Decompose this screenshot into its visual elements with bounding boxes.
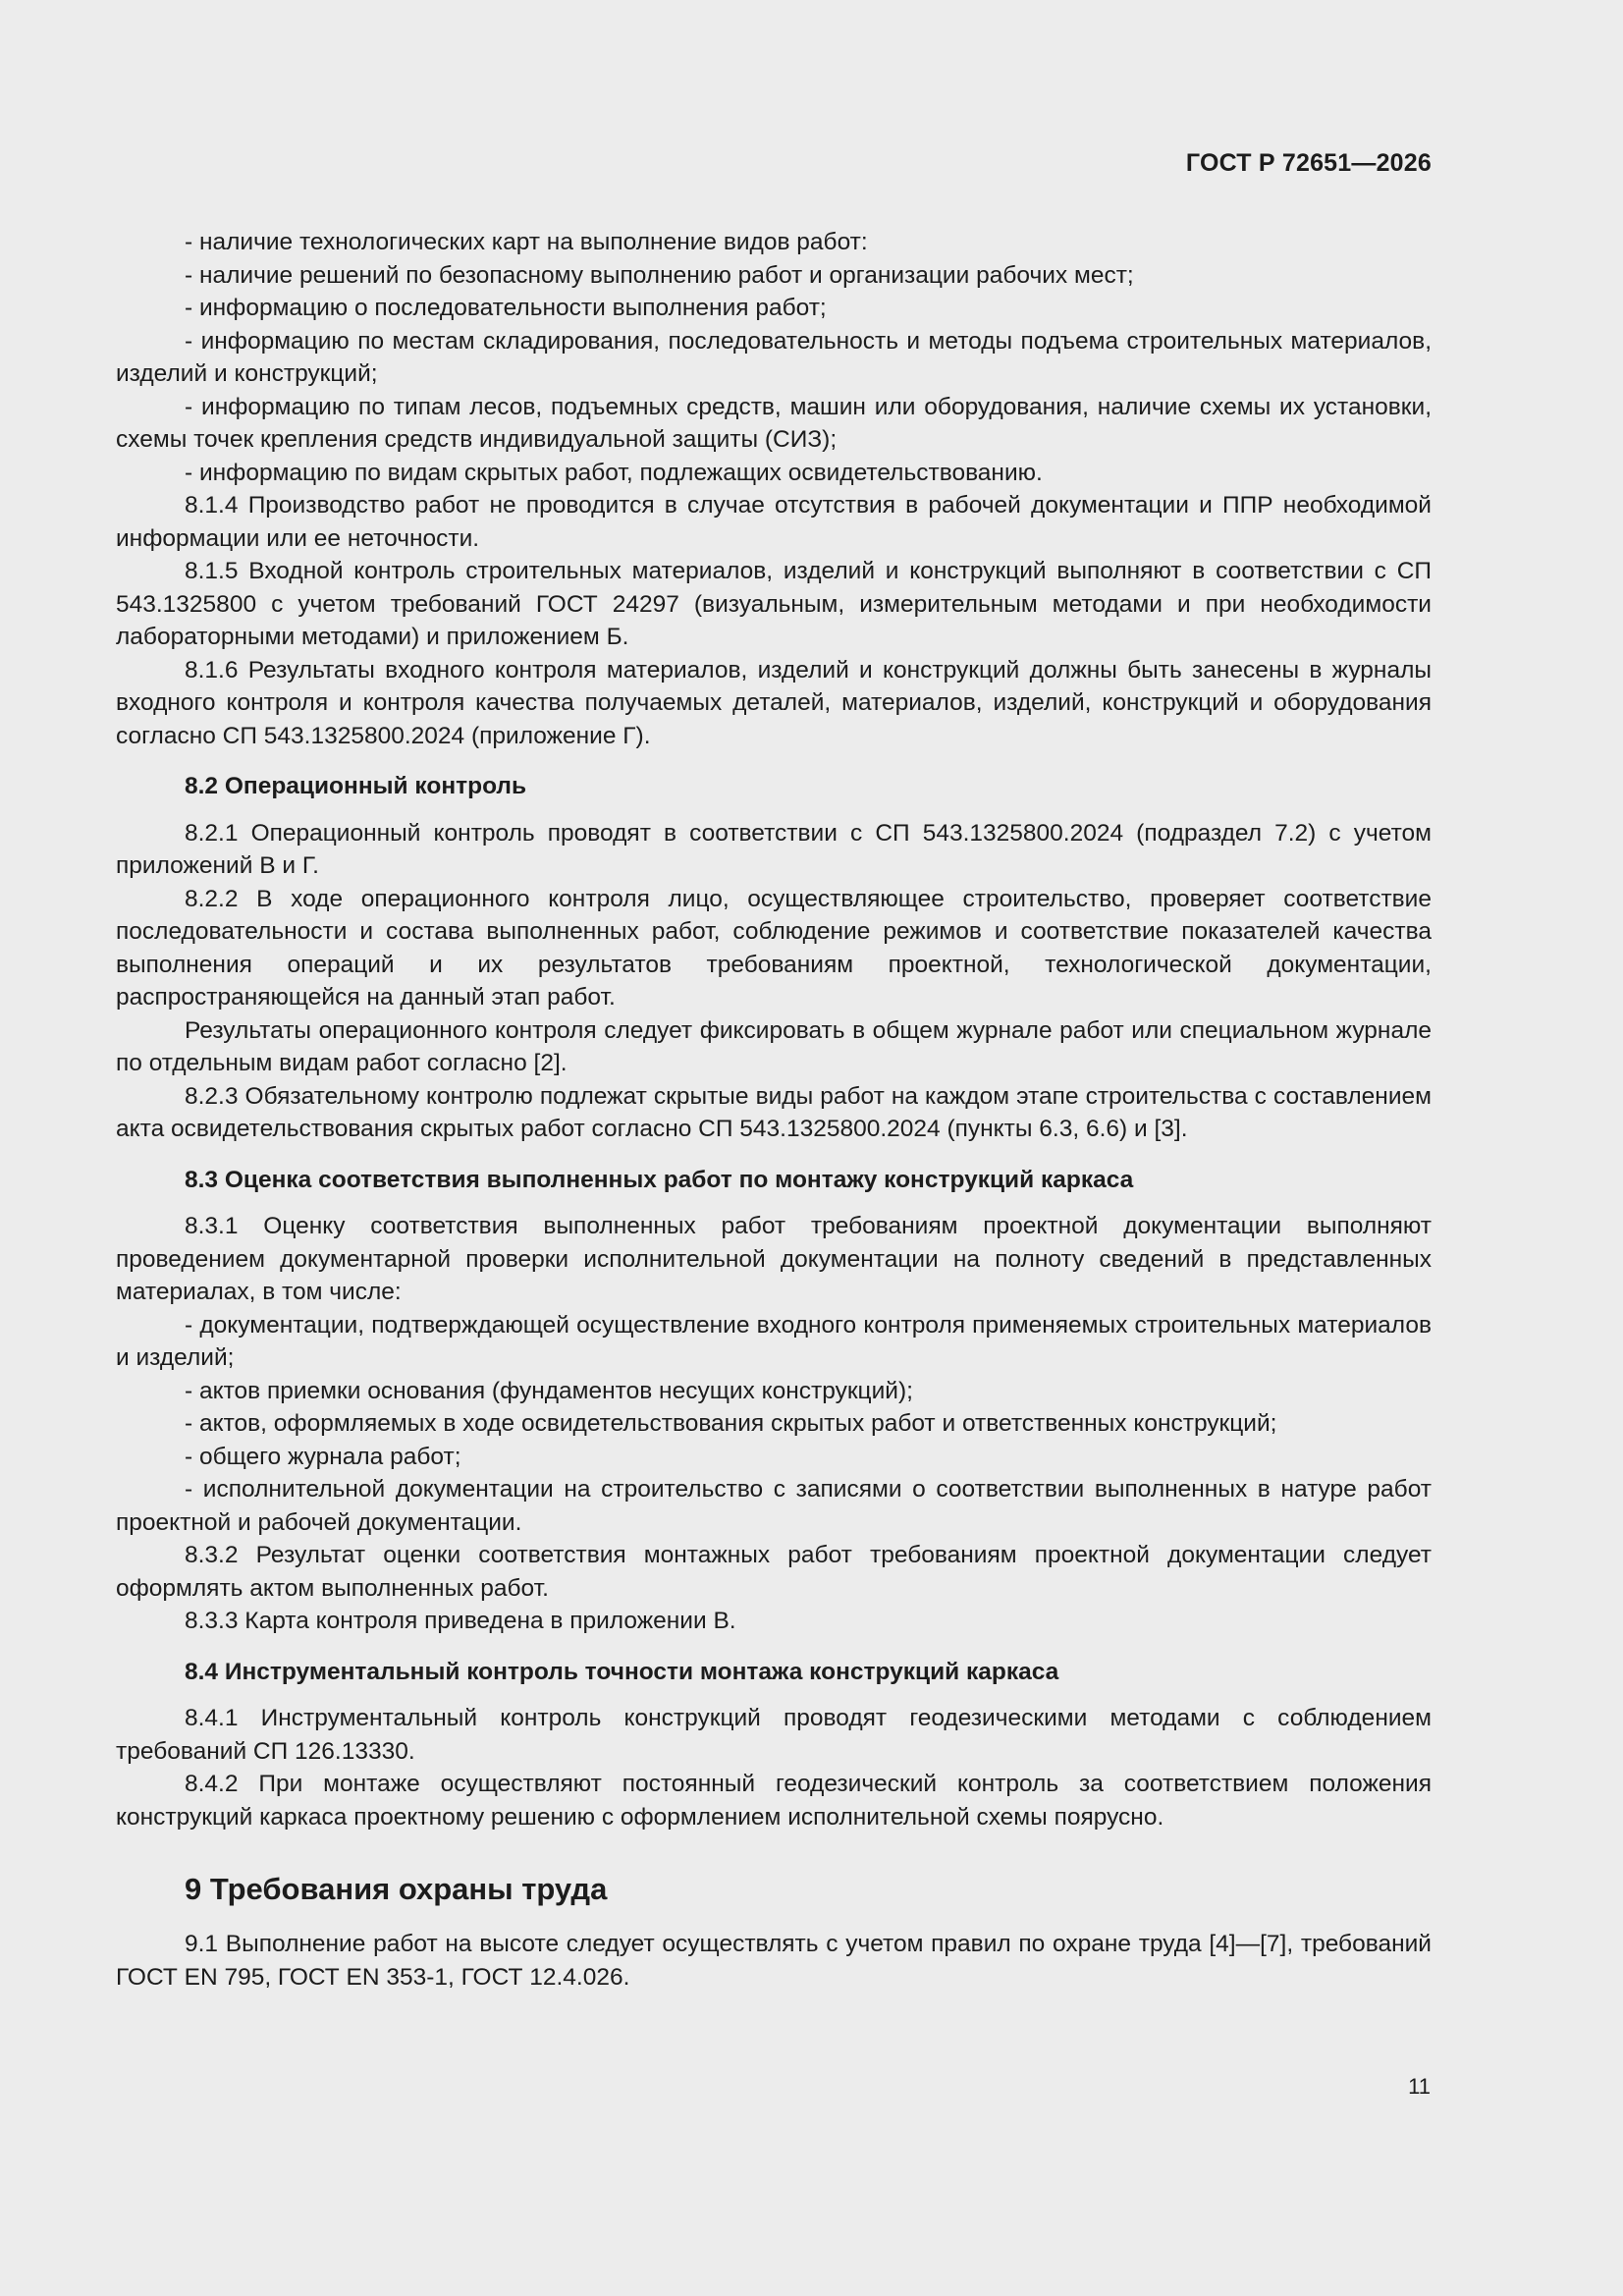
- list-item: - актов, оформляемых в ходе освидетельствования скрытых работ и ответственных конструкций;: [185, 1410, 1277, 1437]
- paragraph-9-1: 9.1 Выполнение работ на высоте следует осуществлять с учетом правил по охране труда [4]—[7], требований ГОСТ EN 795, ГОСТ EN 353-1, ГОСТ 12.4.026.: [116, 1931, 1432, 1991]
- paragraph-8-1-4: 8.1.4 Производство работ не проводится в случае отсутствия в рабочей документации и ППР необходимой информации или ее неточности.: [116, 492, 1432, 552]
- paragraph-8-4-1: 8.4.1 Инструментальный контроль конструкций проводят геодезическими методами с соблюдением требований СП 126.13330.: [116, 1705, 1432, 1765]
- list-item: - информацию по видам скрытых работ, подлежащих освидетельствованию.: [185, 459, 1043, 486]
- list-item: - наличие решений по безопасному выполнению работ и организации рабочих мест;: [185, 261, 1134, 289]
- list-item: - информацию по типам лесов, подъемных средств, машин или оборудования, наличие схемы их установки, схемы точек крепления средств индивидуальной защиты (СИЗ);: [116, 393, 1432, 453]
- paragraph-results: Результаты операционного контроля следует фиксировать в общем журнале работ или специальном журнале по отдельным видам работ согласно [2].: [116, 1016, 1432, 1076]
- section-heading-8-3: 8.3 Оценка соответствия выполненных работ по монтажу конструкций каркаса: [185, 1166, 1134, 1193]
- list-item: - информацию по местам складирования, последовательность и методы подъема строительных материалов, изделий и конструкций;: [116, 327, 1432, 387]
- list-item: - документации, подтверждающей осуществление входного контроля применяемых строительных материалов и изделий;: [116, 1311, 1432, 1371]
- paragraph-8-1-6: 8.1.6 Результаты входного контроля материалов, изделий и конструкций должны быть занесены в журналы входного контроля и контроля качества получаемых деталей, материалов, изделий, конструкций и оборудования согласно СП 543.1325800.2024 (приложение Г).: [116, 656, 1432, 749]
- section-heading-8-4: 8.4 Инструментальный контроль точности монтажа конструкций каркаса: [185, 1658, 1059, 1685]
- page-number: 11: [1408, 2074, 1431, 2099]
- paragraph-8-1-5: 8.1.5 Входной контроль строительных материалов, изделий и конструкций выполняют в соответствии с СП 543.1325800 с учетом требований ГОСТ 24297 (визуальным, измерительным методами и при необходимости лабораторными методами) и приложением Б.: [116, 558, 1432, 650]
- paragraph-8-4-2: 8.4.2 При монтаже осуществляют постоянный геодезический контроль за соответствием положения конструкций каркаса проектному решению с оформлением исполнительной схемы поярусно.: [116, 1771, 1432, 1831]
- list-item: - информацию о последовательности выполнения работ;: [185, 295, 827, 321]
- list-item: - актов приемки основания (фундаментов несущих конструкций);: [185, 1377, 913, 1404]
- document-code: ГОСТ Р 72651—2026: [1185, 149, 1432, 177]
- paragraph-8-3-2: 8.3.2 Результат оценки соответствия монтажных работ требованиям проектной документации следует оформлять актом выполненных работ.: [116, 1542, 1432, 1602]
- list-item: - общего журнала работ;: [185, 1443, 461, 1470]
- list-item: - исполнительной документации на строительство с записями о соответствии выполненных в натуре работ проектной и рабочей документации.: [116, 1476, 1432, 1536]
- list-item: - наличие технологических карт на выполнение видов работ:: [185, 229, 868, 255]
- paragraph-8-2-3: 8.2.3 Обязательному контролю подлежат скрытые виды работ на каждом этапе строительства с составлением акта освидетельствования скрытых работ согласно СП 543.1325800.2024 (пункты 6.3, 6.6) и [3].: [116, 1082, 1432, 1142]
- paragraph-8-2-2: 8.2.2 В ходе операционного контроля лицо, осуществляющее строительство, проверяет соответствие последовательности и состава выполненных работ, соблюдение режимов и соответствие показателей качества выполнения операций и их результатов требованиям проектной, технологической документации, распространяющейся на данный этап работ.: [116, 885, 1432, 1011]
- paragraph-8-3-1: 8.3.1 Оценку соответствия выполненных работ требованиям проектной документации выполняют проведением документарной проверки исполнительной документации на полноту сведений в представленных материалах, в том числе:: [116, 1213, 1432, 1305]
- paragraph-8-3-3: 8.3.3 Карта контроля приведена в приложении В.: [185, 1608, 736, 1634]
- section-heading-8-2: 8.2 Операционный контроль: [185, 773, 527, 799]
- paragraph-8-2-1: 8.2.1 Операционный контроль проводят в соответствии с СП 543.1325800.2024 (подраздел 7.2) с учетом приложений В и Г.: [116, 819, 1432, 879]
- page-body: [116, 226, 1432, 1994]
- chapter-heading-9: 9 Требования охраны труда: [185, 1872, 608, 1906]
